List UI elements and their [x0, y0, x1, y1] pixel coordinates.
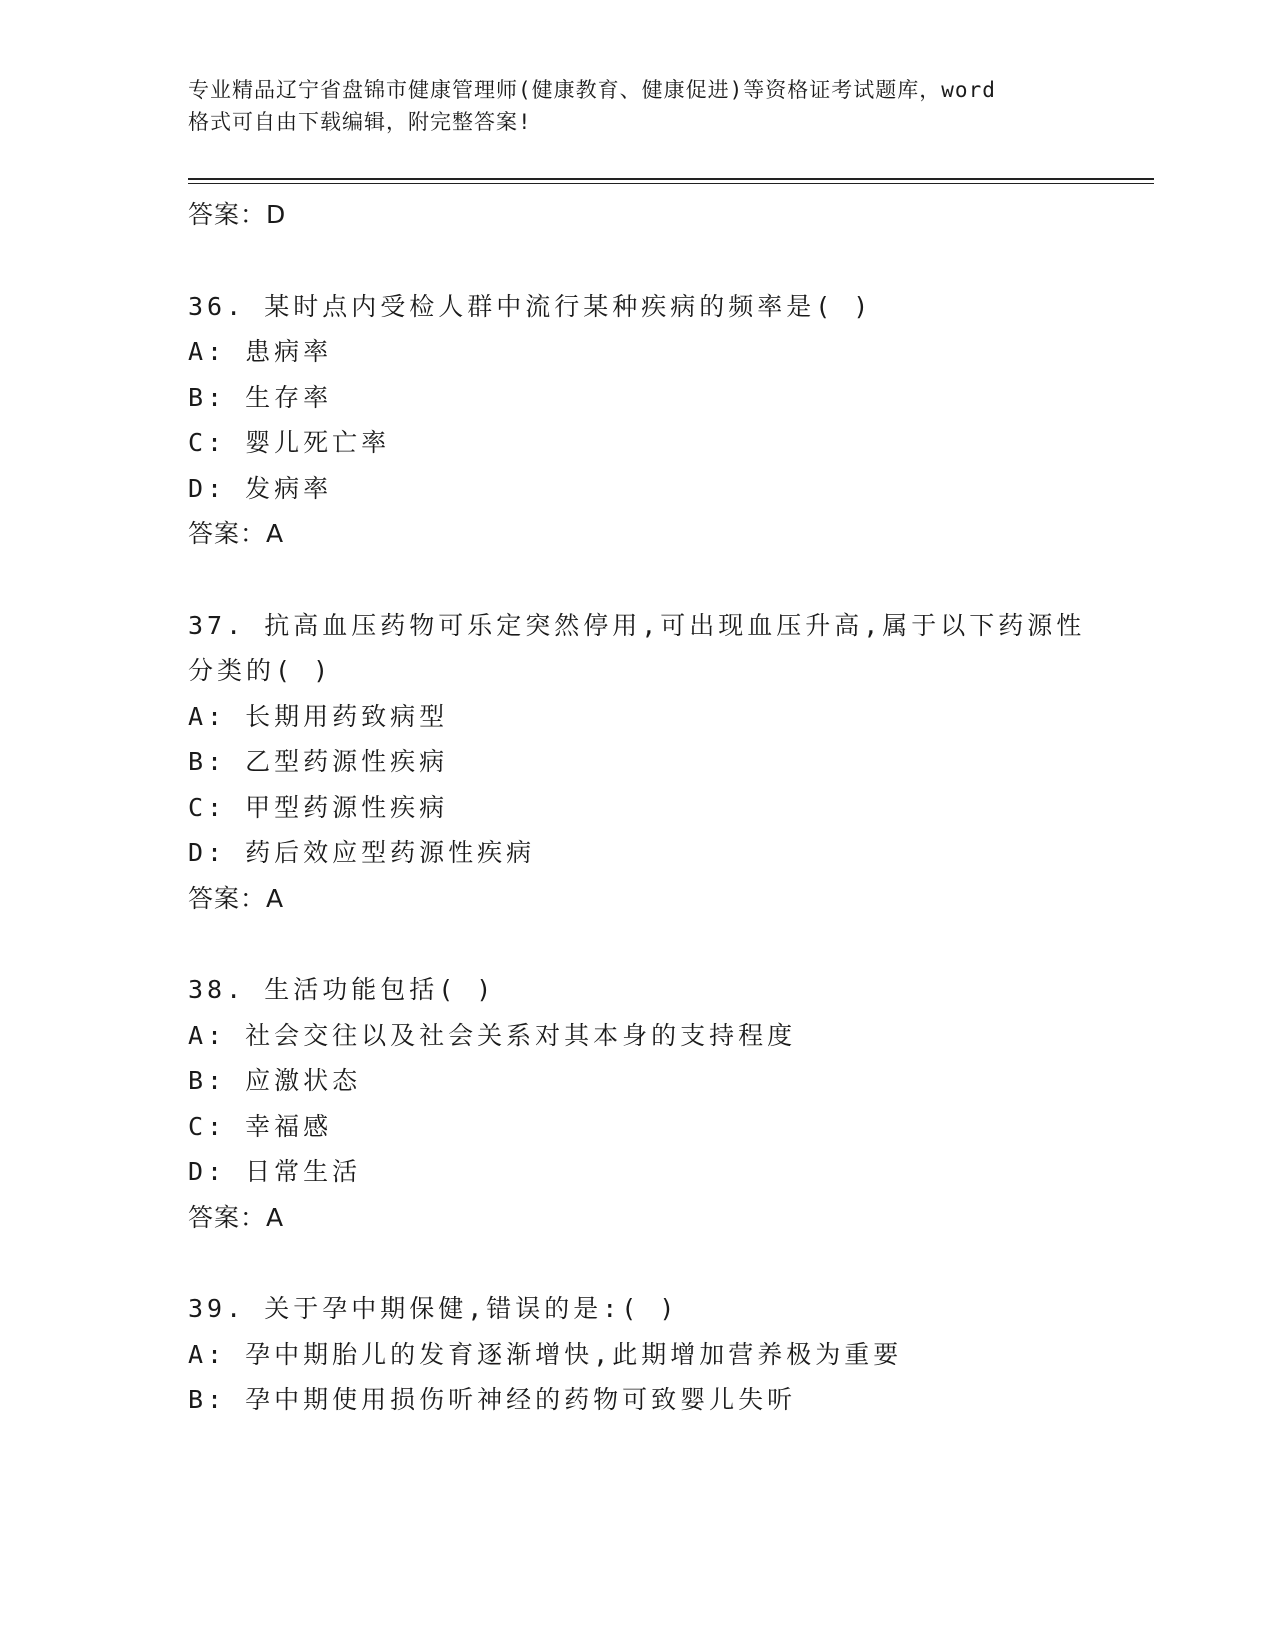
answer: 答案：A: [188, 883, 285, 913]
question-list: [188, 192, 1088, 1423]
spacer: [188, 1240, 1088, 1286]
answer: 答案：A: [188, 519, 285, 548]
option-d: D: 发病率: [188, 473, 333, 503]
answer: 答案：A: [188, 1202, 285, 1232]
question-37: [188, 603, 1088, 922]
option-b: B: 孕中期使用损伤听神经的药物可致婴儿失听: [188, 1385, 797, 1414]
question-stem-continued: 分类的( ): [188, 656, 333, 685]
spacer: [188, 238, 1088, 284]
option-a: A: 患病率: [188, 337, 333, 366]
option-a: A: 社会交往以及社会关系对其本身的支持程度: [188, 1020, 797, 1050]
spacer: [188, 921, 1088, 967]
question-stem: 39. 关于孕中期保健,错误的是:( ): [188, 1294, 679, 1323]
spacer: [188, 557, 1088, 603]
option-a: A: 孕中期胎儿的发育逐渐增快,此期增加营养极为重要: [188, 1339, 903, 1369]
question-36: [188, 284, 1088, 557]
question-stem: 36. 某时点内受检人群中流行某种疾病的频率是( ): [188, 291, 873, 321]
question-stem: 37. 抗高血压药物可乐定突然停用,可出现血压升高,属于以下药源性: [188, 610, 1086, 640]
option-b: B: 乙型药源性疾病: [188, 747, 449, 776]
question-39: [188, 1286, 1088, 1423]
option-a: A: 长期用药致病型: [188, 701, 449, 731]
page-header: [188, 74, 1088, 138]
option-d: D: 日常生活: [188, 1157, 362, 1186]
option-c: C: 幸福感: [188, 1111, 333, 1141]
header-line-2: 格式可自由下载编辑，附完整答案!: [188, 110, 532, 134]
option-c: C: 婴儿死亡率: [188, 428, 391, 457]
option-c: C: 甲型药源性疾病: [188, 792, 449, 822]
header-line-1: 专业精品辽宁省盘锦市健康管理师(健康教育、健康促进)等资格证考试题库，word: [188, 78, 996, 102]
option-b: B: 生存率: [188, 382, 333, 412]
question-38: [188, 967, 1088, 1240]
option-b: B: 应激状态: [188, 1066, 362, 1095]
previous-answer: 答案：D: [188, 200, 287, 229]
header-rule-thick: [188, 178, 1154, 180]
option-d: D: 药后效应型药源性疾病: [188, 838, 536, 867]
header-rule-thin: [188, 183, 1154, 184]
question-stem: 38. 生活功能包括( ): [188, 975, 496, 1004]
